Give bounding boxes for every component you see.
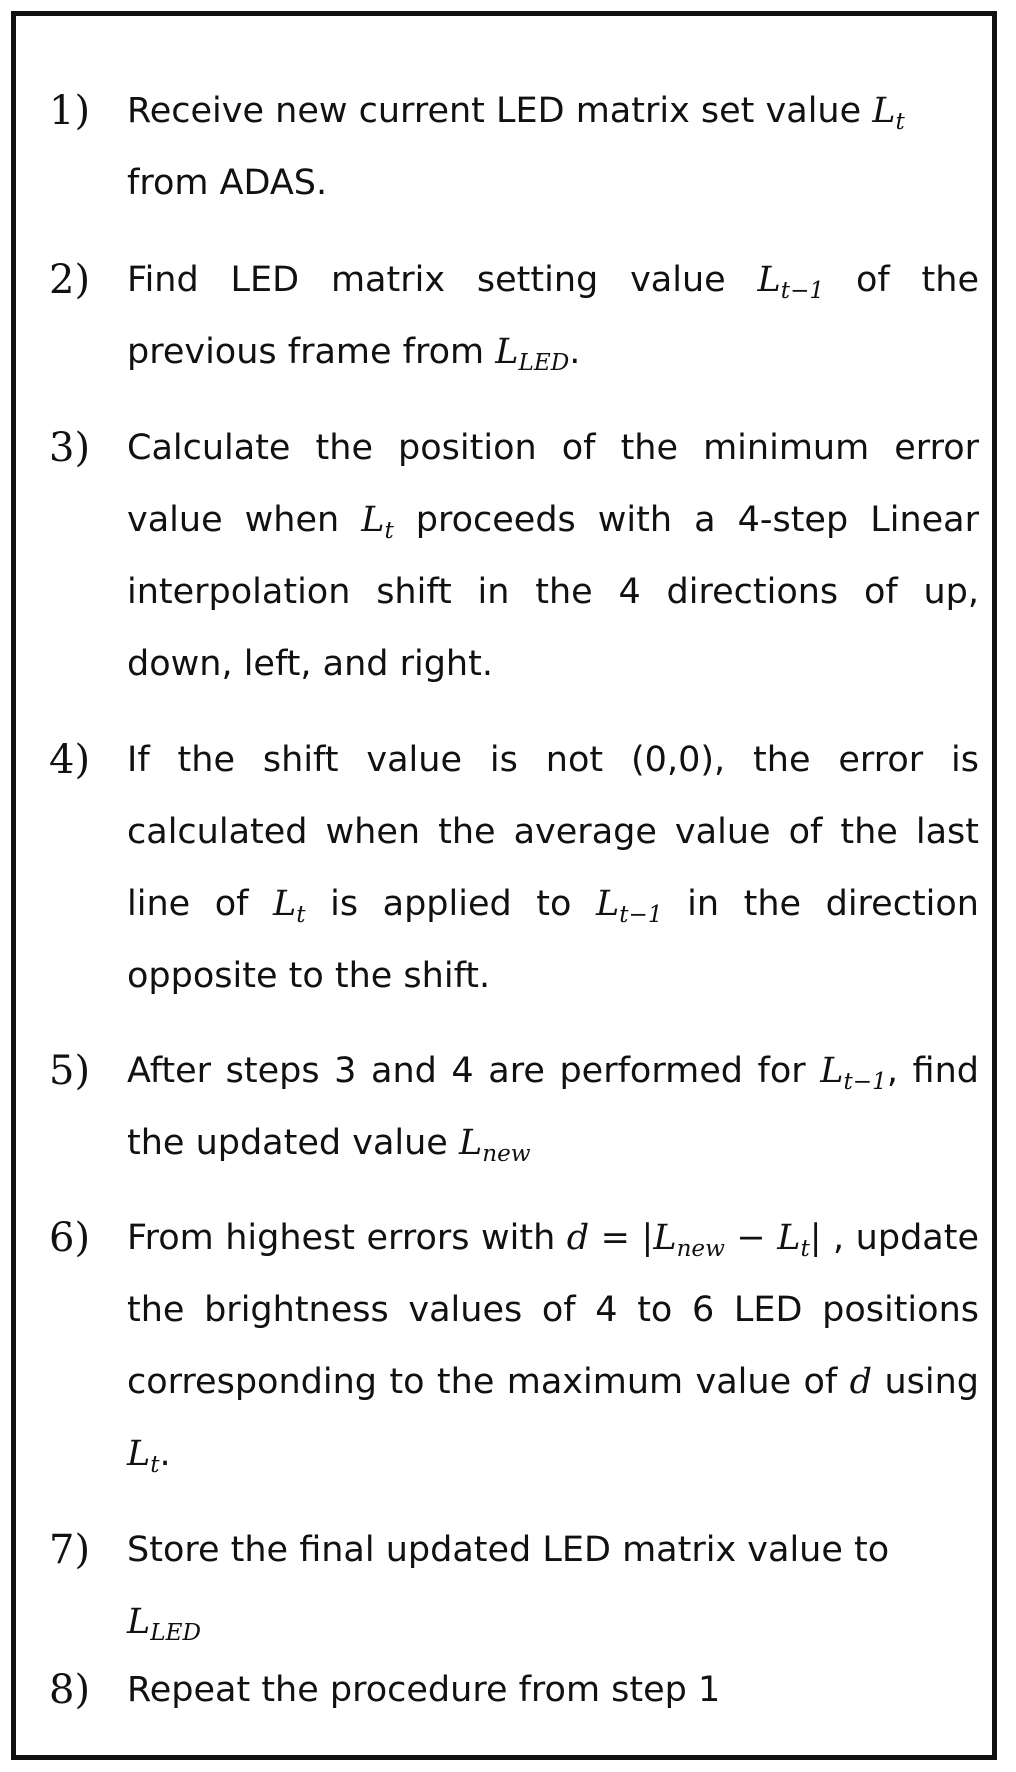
step-number: 6) <box>49 1215 91 1261</box>
math-symbol: L <box>777 1218 801 1258</box>
procedure-box <box>11 11 997 1760</box>
step-text-part: . <box>569 332 581 372</box>
step-text-part: If the shift value is not (0,0), the error is calculated when the average value of the last line of <box>127 740 979 924</box>
math-symbol: L <box>273 884 297 924</box>
step-text-part: in the direction opposite to the shift. <box>127 884 979 996</box>
step-text-part: of the previous frame from <box>127 260 979 372</box>
math-symbol: L <box>820 1051 844 1091</box>
math-symbol: d <box>566 1218 590 1258</box>
step-text-part: is applied to <box>305 884 596 924</box>
step-number: 8) <box>49 1667 91 1713</box>
math-variable <box>495 332 570 376</box>
math-symbol: L <box>127 1602 151 1642</box>
math-symbol: L <box>757 260 781 300</box>
math-subscript: t−1 <box>780 277 825 304</box>
math-variable <box>361 500 394 544</box>
math-symbol: L <box>596 884 620 924</box>
step-text <box>127 1514 979 1658</box>
math-subscript: LED <box>150 1619 201 1646</box>
step-number: 3) <box>49 425 91 471</box>
math-subscript: new <box>676 1235 725 1262</box>
math-variable <box>458 1123 531 1167</box>
step-text <box>127 1202 979 1490</box>
math-subscript: t <box>895 108 905 135</box>
step-number: 2) <box>49 257 91 303</box>
step-text-part: from ADAS. <box>127 163 328 203</box>
step-text-part: Find LED matrix setting value <box>127 260 758 300</box>
step-text-part: . <box>159 1434 171 1474</box>
math-symbol: L <box>127 1434 151 1474</box>
math-operator: = | <box>589 1218 654 1258</box>
math-symbol: L <box>653 1218 677 1258</box>
step-text-part: using <box>872 1362 979 1402</box>
math-variable <box>596 884 663 928</box>
step-text <box>127 1654 979 1726</box>
step-text-part: Calculate the position of the minimum error value when <box>127 428 979 540</box>
math-variable <box>850 1362 872 1402</box>
math-variable <box>820 1051 887 1095</box>
math-subscript: LED <box>518 349 570 376</box>
step-text-part: , find the updated value <box>127 1051 979 1163</box>
math-variable <box>127 1586 979 1658</box>
step-number: 4) <box>49 737 91 783</box>
step-number: 5) <box>49 1048 91 1094</box>
math-operator: − <box>724 1218 778 1258</box>
math-symbol: L <box>361 500 385 540</box>
math-symbol: d <box>849 1362 873 1402</box>
math-variable <box>757 260 825 304</box>
step-text-part: From highest errors with <box>127 1218 567 1258</box>
math-equation <box>566 1218 822 1262</box>
step-text <box>127 1035 979 1179</box>
math-subscript: t−1 <box>619 901 663 928</box>
step-text-part: proceeds with a 4-step Linear interpolation shift in the 4 directions of up, down, left, and right. <box>127 500 979 684</box>
math-operator: | <box>809 1218 822 1258</box>
math-subscript: t <box>384 517 394 544</box>
math-subscript: t <box>150 1451 160 1478</box>
math-subscript: new <box>482 1140 531 1167</box>
math-symbol: L <box>872 91 896 131</box>
math-subscript: t <box>296 901 306 928</box>
math-symbol: L <box>495 332 519 372</box>
math-subscript: t−1 <box>843 1068 887 1095</box>
step-text-part: Receive new current LED matrix set value <box>127 91 873 131</box>
step-text <box>127 412 979 700</box>
step-number: 7) <box>49 1527 91 1573</box>
step-number: 1) <box>49 88 91 134</box>
step-text-part: Repeat the procedure from step 1 <box>127 1670 721 1710</box>
step-text <box>127 724 979 1012</box>
step-text-part: , update the brightness values of 4 to 6 LED positions corresponding to the maximum value of <box>127 1218 980 1402</box>
math-variable <box>273 884 306 928</box>
step-text-part: Store the final updated LED matrix value to <box>127 1530 890 1570</box>
math-subscript: t <box>800 1235 810 1262</box>
math-variable <box>872 91 905 135</box>
math-symbol: L <box>458 1123 483 1163</box>
step-text <box>127 75 979 219</box>
step-text <box>127 244 979 388</box>
math-variable <box>127 1434 160 1478</box>
step-text-part: After steps 3 and 4 are performed for <box>127 1051 821 1091</box>
